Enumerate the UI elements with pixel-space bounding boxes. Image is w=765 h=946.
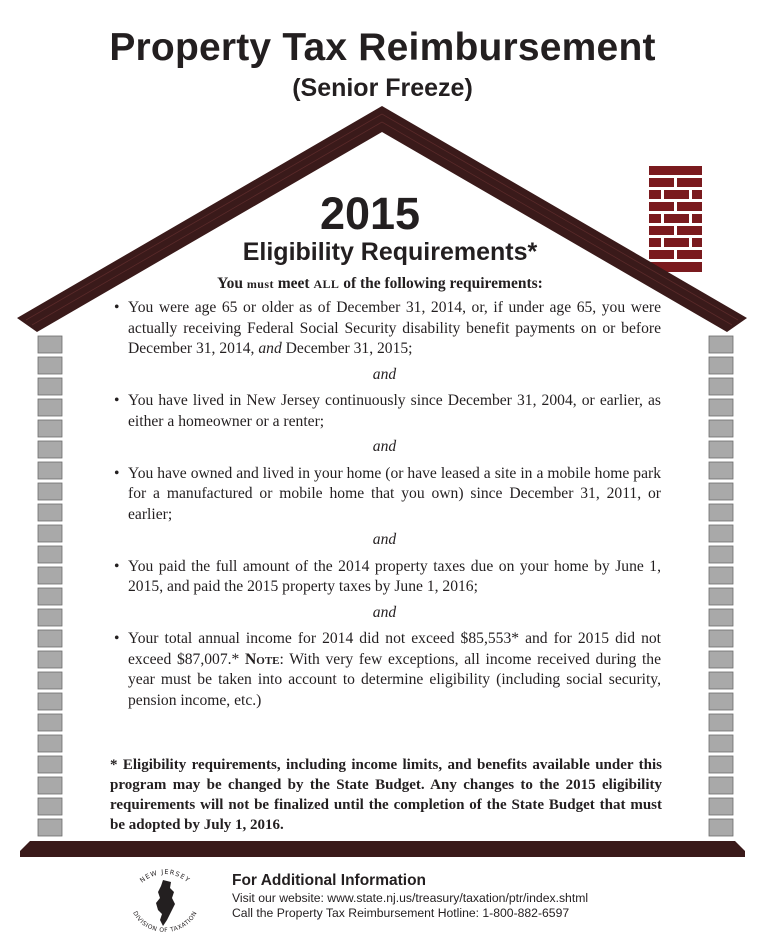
requirements-intro: You must meet ALL of the following requirements: xyxy=(217,275,543,292)
and-connector: and xyxy=(372,531,397,548)
requirement-item: • You were age 65 or older as of December 31, 2014, or, if under age 65, you were actually receiving Federal Social Security disability benefit payments on or before December 31, 2014, and December 31, 2015; xyxy=(114,299,661,357)
page-subtitle: (Senior Freeze) xyxy=(292,74,473,102)
eligibility-heading: Eligibility Requirements* xyxy=(242,238,538,266)
requirement-item: • You have owned and lived in your home (or have leased a site in a mobile home park for a manufactured or mobile home that you own) since December 31, 2011, or earlier; xyxy=(114,464,661,523)
foundation xyxy=(20,841,745,851)
svg-text:NEW JERSEY: NEW JERSEY xyxy=(138,868,192,885)
and-connector: and xyxy=(372,438,397,455)
left-wall xyxy=(38,336,62,836)
requirement-item: • You paid the full amount of the 2014 property taxes due on your home by June 1, 2015, and paid the 2015 property taxes by June 1, 2016; xyxy=(114,557,661,595)
additional-info xyxy=(232,872,588,921)
new-jersey-state-icon xyxy=(156,880,175,926)
info-title: For Additional Information xyxy=(232,872,427,889)
requirement-item: • You have lived in New Jersey continuously since December 31, 2004, or earlier, as either a homeowner or a renter; xyxy=(114,392,661,430)
svg-text:DIVISION OF TAXATION: DIVISION OF TAXATION xyxy=(131,910,199,934)
requirement-item: • Your total annual income for 2014 did not exceed $85,553* and for 2015 did not exceed $87,007.* Note: With very few exceptions, all income received during the year must be taken into account to determine eligibility (including social security, pension income, etc.) xyxy=(114,630,661,709)
and-connector: and xyxy=(372,603,397,621)
and-connector: and xyxy=(372,365,397,383)
chimney-icon xyxy=(649,166,702,272)
division-of-taxation-seal-icon xyxy=(125,868,205,934)
right-wall xyxy=(709,336,733,836)
requirements-list xyxy=(108,298,661,711)
hotline-line: Call the Property Tax Reimbursement Hotline: 1-800-882-6597 xyxy=(232,906,570,920)
website-line[interactable]: Visit our website: www.state.nj.us/treasury/taxation/ptr/index.shtml xyxy=(232,891,589,905)
year-heading: 2015 xyxy=(319,188,421,239)
page-title: Property Tax Reimbursement xyxy=(109,26,656,69)
footnote: * Eligibility requirements, including income limits, and benefits available under this program may be changed by the State Budget. Any changes to the 2015 eligibility requirements will not be finalized until the completion of the State Budget that must be adopted by July 1, 2016. xyxy=(110,757,662,833)
